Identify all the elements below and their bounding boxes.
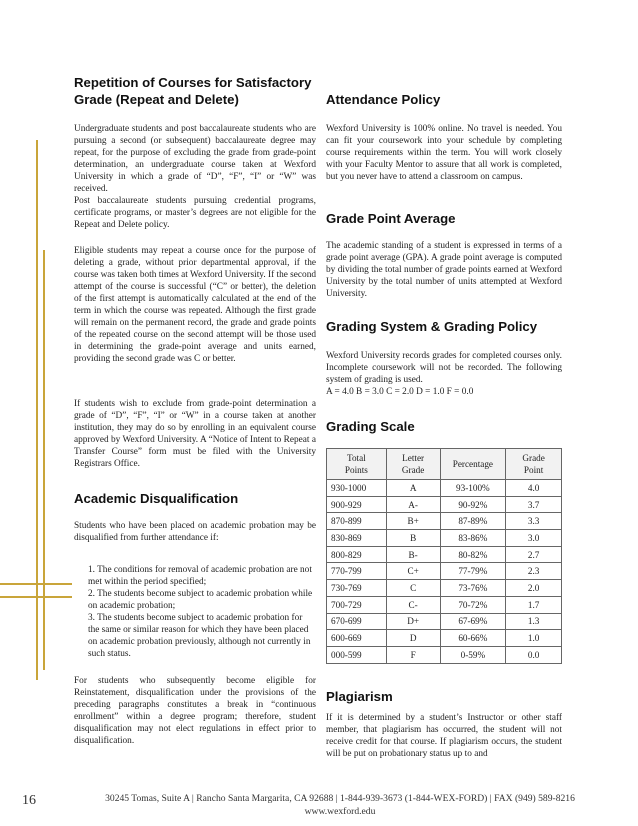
cell-letter-grade: A- [386,496,440,513]
grading-scale-body [327,480,562,664]
table-row [327,613,562,630]
table-row [327,563,562,580]
cell-percentage: 60-66% [440,630,506,647]
attendance-paragraph: Wexford University is 100% online. No travel is needed. You can fit your coursework into your schedule by completing course requirements within the term. You will work closely with your Faculty Mentor to assure that all work is completed, but you never have to attend a classroom on campus. [326,124,562,183]
cell-letter-grade: B- [386,546,440,563]
decorative-rule-horizontal-upper [0,583,72,585]
cell-total-points: 830-869 [327,530,387,547]
repetition-title: Repetition of Courses for Satisfactory [74,75,312,90]
decorative-rule-horizontal-lower [0,596,72,598]
gpa-title: Grade Point Average [326,211,456,226]
cell-grade-point: 1.7 [506,596,562,613]
cell-grade-point: 3.7 [506,496,562,513]
plagiarism-paragraph: If it is determined by a student’s Instructor or other staff member, that plagiarism has occurred, the student will not receive credit for that course. If plagiarism occurs, the student will be put on probationary status up to and [326,713,562,760]
cell-total-points: 670-699 [327,613,387,630]
cell-grade-point: 1.0 [506,630,562,647]
cell-grade-point: 0.0 [506,646,562,663]
disqualification-paragraph-2: For students who subsequently become eligible for Reinstatement, disqualification under the provisions of the preceding paragraphs constitutes a break in “continuous enrollment” within a degree program; therefore, student disqualification may not elect regulations in effect prior to disqualification. [74,676,316,747]
table-row [327,596,562,613]
table-row [327,480,562,497]
attendance-title: Attendance Policy [326,92,441,107]
cell-percentage: 0-59% [440,646,506,663]
cell-grade-point: 3.0 [506,530,562,547]
cell-grade-point: 2.3 [506,563,562,580]
page-number: 16 [22,793,36,808]
repetition-paragraph-3: If students wish to exclude from grade-point determination a grade of “D”, “F”, “I” or “W” in a course taken at another institution, they may do so by enrolling in an equivalent course approved by Wexford University. A “Notice of Intent to Repeat a Transfer Course” form must be filed with the University Registrars Office. [74,399,316,470]
cell-letter-grade: C+ [386,563,440,580]
table-row [327,630,562,647]
header-letter-grade: Letter Grade [386,449,440,480]
table-row [327,646,562,663]
grading-paragraph-2: A = 4.0 B = 3.0 C = 2.0 D = 1.0 F = 0.0 [326,387,474,397]
cell-total-points: 000-599 [327,646,387,663]
repetition-paragraph-2: Eligible students may repeat a course once for the purpose of deleting a grade, without prior departmental approval, if the course was taken both times at Wexford University. If the second attempt of the course is successful (“C” or better), the deletion of the first attempt is automatically calculated at the end of the term in which the course was repeated. Although the first grade will remain on the permanent record, the grade and grade points of the repeated course on the second attempt will be those used in determining the grade-point average and units earned, providing the second grade was C or better. [74,246,316,365]
cell-total-points: 600-669 [327,630,387,647]
grading-scale-title: Grading Scale [326,419,415,434]
list-item: 2. The students become subject to academic probation while on academic probation; [88,589,313,612]
cell-total-points: 930-1000 [327,480,387,497]
disqualification-paragraph-1: Students who have been placed on academic probation may be disqualified from further attendance if: [74,521,316,544]
cell-total-points: 870-899 [327,513,387,530]
table-row [327,530,562,547]
disqualification-title: Academic Disqualification [74,491,239,506]
cell-letter-grade: B [386,530,440,547]
header-total-points: Total Points [327,449,387,480]
cell-percentage: 77-79% [440,563,506,580]
plagiarism-title: Plagiarism [326,689,393,704]
cell-letter-grade: B+ [386,513,440,530]
cell-percentage: 87-89% [440,513,506,530]
header-grade-point: Grade Point [506,449,562,480]
disqualification-list [74,564,316,660]
cell-letter-grade: C [386,580,440,597]
footer-address: 30245 Tomas, Suite A | Rancho Santa Margarita, CA 92688 | 1-844-939-3673 (1-844-WEX-FORD) | FAX (949) 589-8216 [105,793,575,804]
table-row [327,546,562,563]
list-item: 1. The conditions for removal of academic probation are not met within the period specified; [88,565,312,588]
cell-total-points: 730-769 [327,580,387,597]
repetition-paragraph-1: Undergraduate students and post baccalaureate students who are pursuing a second (or subsequent) baccalaureate degree may repeat, for the purpose of excluding the grade from grade-point determination, an undergraduate course taken at Wexford University in which a grade of “D”, “F”, “I” or “W” was received. [74,124,316,195]
decorative-rule-vertical-short [43,250,45,670]
cell-percentage: 73-76% [440,580,506,597]
cell-grade-point: 4.0 [506,480,562,497]
cell-letter-grade: D+ [386,613,440,630]
cell-grade-point: 1.3 [506,613,562,630]
cell-grade-point: 3.3 [506,513,562,530]
cell-total-points: 900-929 [327,496,387,513]
grading-scale-table [326,448,562,664]
cell-percentage: 70-72% [440,596,506,613]
cell-percentage: 93-100% [440,480,506,497]
cell-percentage: 80-82% [440,546,506,563]
cell-letter-grade: C- [386,596,440,613]
grading-paragraph-1: Wexford University records grades for completed courses only. Incomplete coursework will not be recorded. The following system of grading is used. [326,351,562,386]
cell-total-points: 770-799 [327,563,387,580]
cell-letter-grade: D [386,630,440,647]
footer-website: www.wexford.edu [304,806,376,817]
repetition-paragraph-1b: Post baccalaureate students pursuing credential programs, certificate programs, or master’s degrees are not eligible for the Repeat and Delete policy. [74,196,316,231]
cell-letter-grade: F [386,646,440,663]
table-row [327,496,562,513]
header-percentage: Percentage [440,449,506,480]
gpa-paragraph: The academic standing of a student is expressed in terms of a grade point average (GPA). A grade point average is computed by dividing the total number of grade points earned at Wexford University by the total number of units attempted at Wexford University. [326,241,562,300]
table-row [327,580,562,597]
decorative-rule-vertical-long [36,140,38,680]
cell-grade-point: 2.0 [506,580,562,597]
table-header-row [327,449,562,480]
list-item: 3. The students become subject to academic probation for the same or similar reason for which they have been placed on academic probation previously, although not currently in such status. [88,613,311,660]
repetition-title-line2: Grade (Repeat and Delete) [74,92,239,107]
cell-grade-point: 2.7 [506,546,562,563]
cell-percentage: 83-86% [440,530,506,547]
cell-percentage: 67-69% [440,613,506,630]
cell-total-points: 700-729 [327,596,387,613]
table-row [327,513,562,530]
cell-letter-grade: A [386,480,440,497]
grading-title: Grading System & Grading Policy [326,319,538,334]
cell-percentage: 90-92% [440,496,506,513]
cell-total-points: 800-829 [327,546,387,563]
